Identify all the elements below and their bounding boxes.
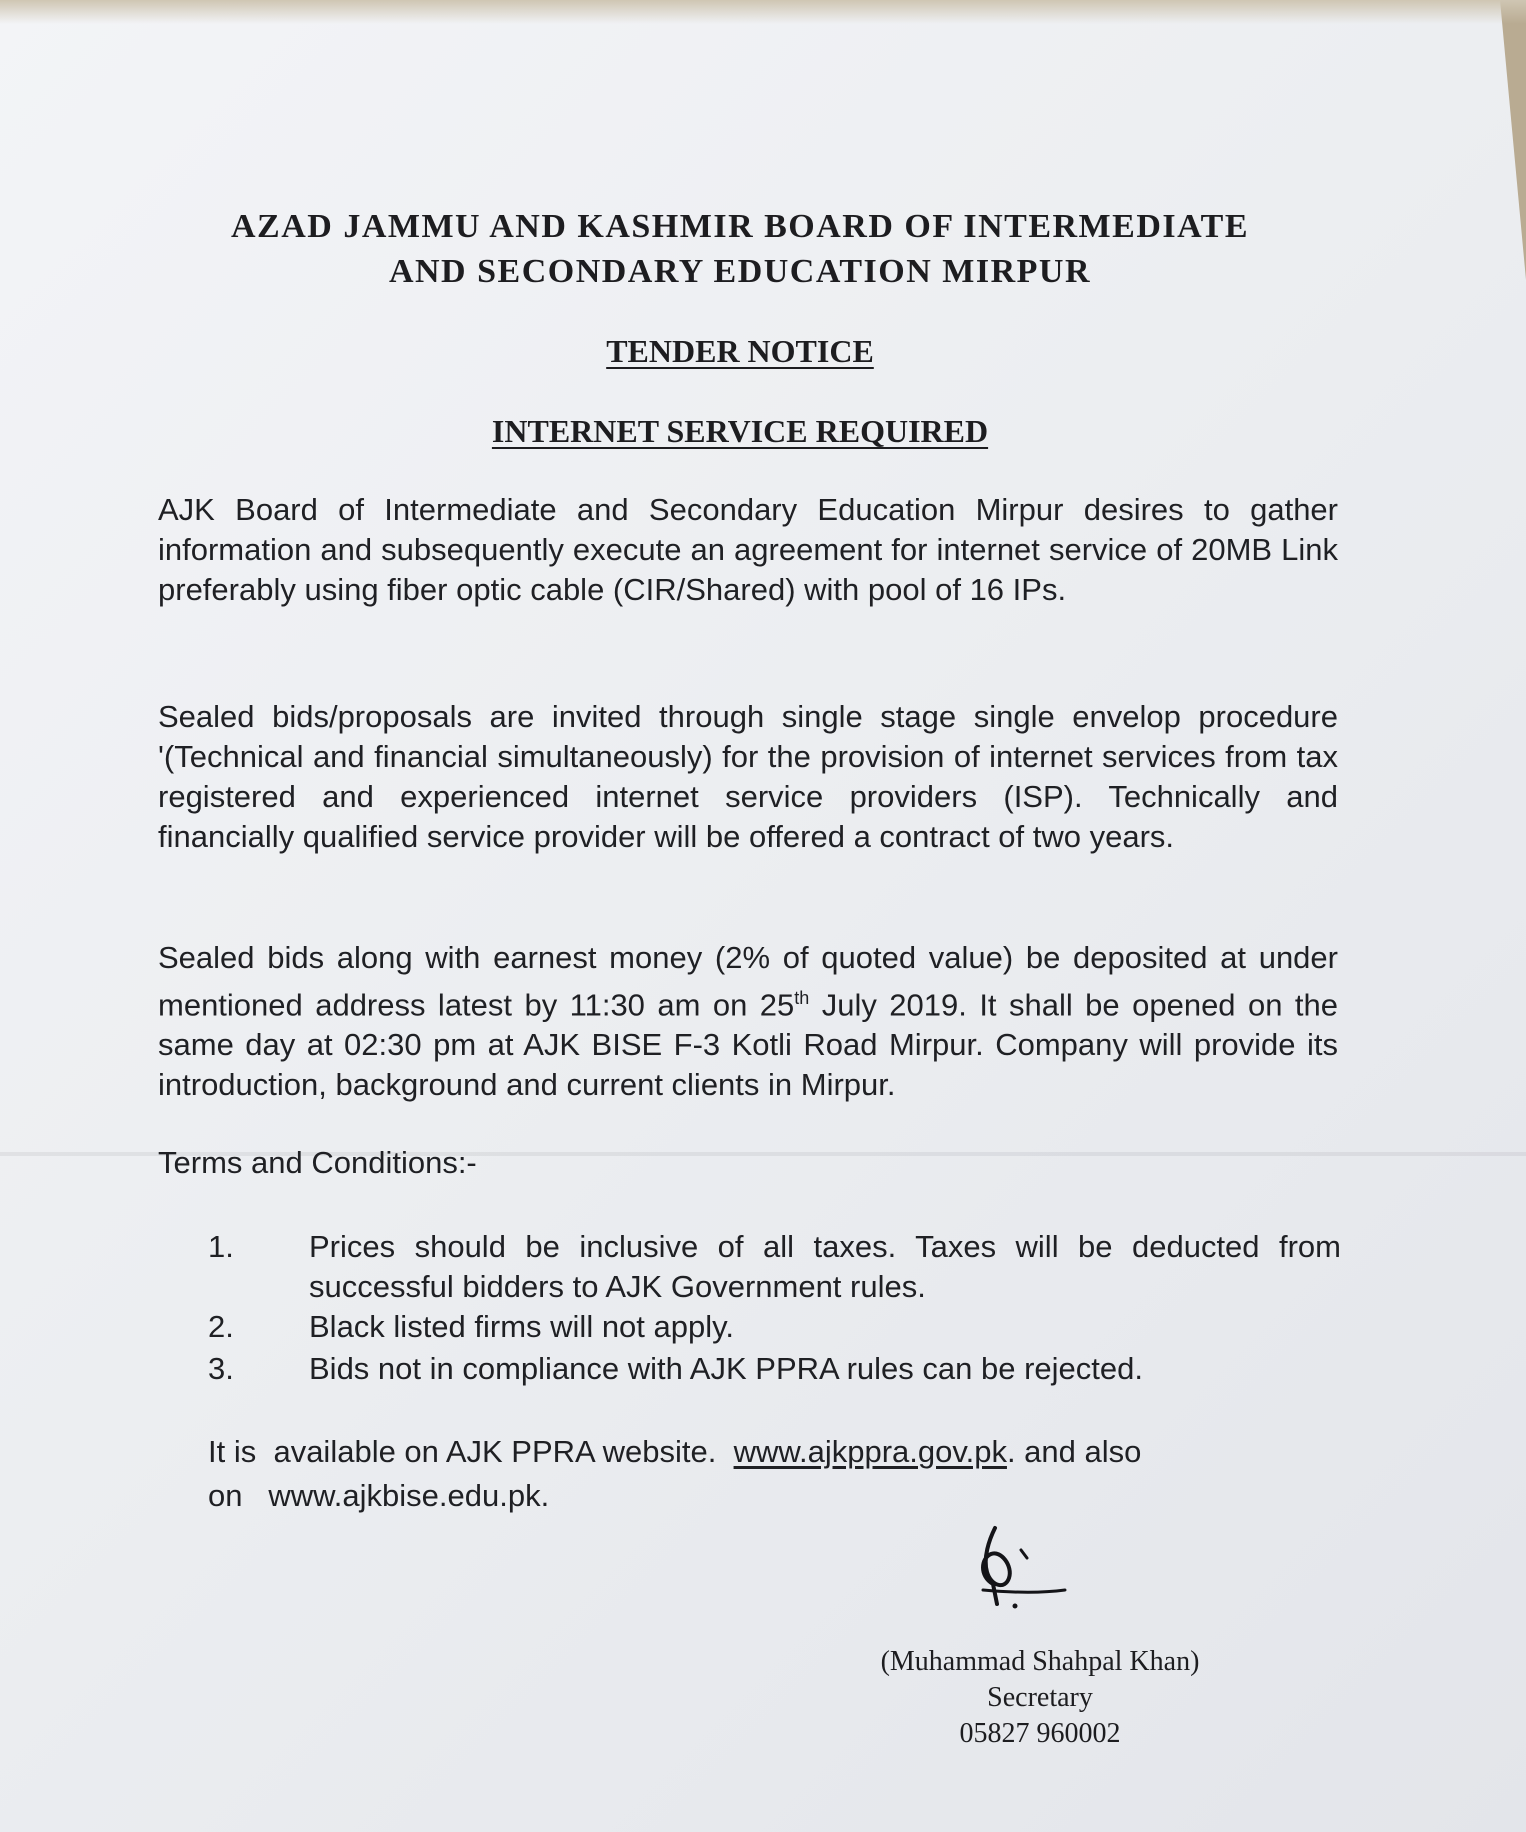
paragraph-deadline <box>158 938 1338 1105</box>
notice-title <box>150 333 1330 370</box>
notice-title-text: TENDER NOTICE <box>606 333 874 369</box>
service-title <box>150 413 1330 450</box>
organization-name-line2: AND SECONDARY EDUCATION MIRPUR <box>388 253 1092 290</box>
paragraph-deadline-part2: July 2019. It shall be opened on the same day at 02:30 pm at AJK BISE F-3 Kotli Road Mirpur. Company will provide its introduction, background and current clients in Mirpur. <box>158 987 1339 1103</box>
ajkppra-website-link[interactable]: www.ajkppra.gov.pk <box>733 1434 1007 1469</box>
paragraph-intro: AJK Board of Intermediate and Secondary Education Mirpur desires to gather information and subsequently execute an agreement for internet service of 20MB Link preferably using fiber optic cable (CIR/Shared) with pool of 16 IPs. <box>158 492 1338 607</box>
availability-note <box>208 1430 1338 1518</box>
terms-list-item <box>208 1349 1348 1389</box>
terms-item-text: Black listed firms will not apply. <box>309 1309 734 1344</box>
service-title-text: INTERNET SERVICE REQUIRED <box>491 413 989 449</box>
signatory-name: (Muhammad Shahpal Khan) <box>880 1646 1200 1677</box>
paragraph-deadline-part1: Sealed bids along with earnest money (2% of quoted value) be deposited at under mentioned address latest by 11:30 am on 25 <box>158 940 1338 1023</box>
terms-list-item <box>208 1227 1348 1307</box>
terms-item-text: Prices should be inclusive of all taxes. Taxes will be deducted from successful bidders to AJK Government rules. <box>309 1229 1341 1304</box>
terms-heading: Terms and Conditions:- <box>158 1145 477 1180</box>
background-edge <box>0 0 1526 24</box>
availability-mid: . and also on <box>208 1434 1142 1513</box>
paragraph-bids: Sealed bids/proposals are invited through single stage single envelop procedure '(Technical and financial simultaneously) for the provision of internet services from tax registered and experienced internet service providers (ISP). Technically and financially qualified service provider will be offered a contract of two years. <box>158 699 1338 854</box>
ajkbise-website-link[interactable]: www.ajkbise.edu.pk. <box>268 1478 550 1513</box>
terms-item-text: Bids not in compliance with AJK PPRA rules can be rejected. <box>309 1351 1143 1386</box>
terms-item-number: 1. <box>208 1229 234 1264</box>
terms-item-number: 3. <box>208 1351 234 1386</box>
terms-item-number: 2. <box>208 1309 234 1344</box>
signatory-title: Secretary <box>987 1682 1093 1713</box>
signatory-phone: 05827 960002 <box>959 1718 1121 1749</box>
signature-mark <box>965 1520 1075 1615</box>
availability-prefix: It is available on AJK PPRA website. <box>208 1434 717 1469</box>
organization-name-line1: AZAD JAMMU AND KASHMIR BOARD OF INTERMEDIATE <box>230 208 1250 245</box>
date-ordinal-suffix: th <box>794 988 810 1008</box>
terms-list-item <box>208 1307 1348 1347</box>
